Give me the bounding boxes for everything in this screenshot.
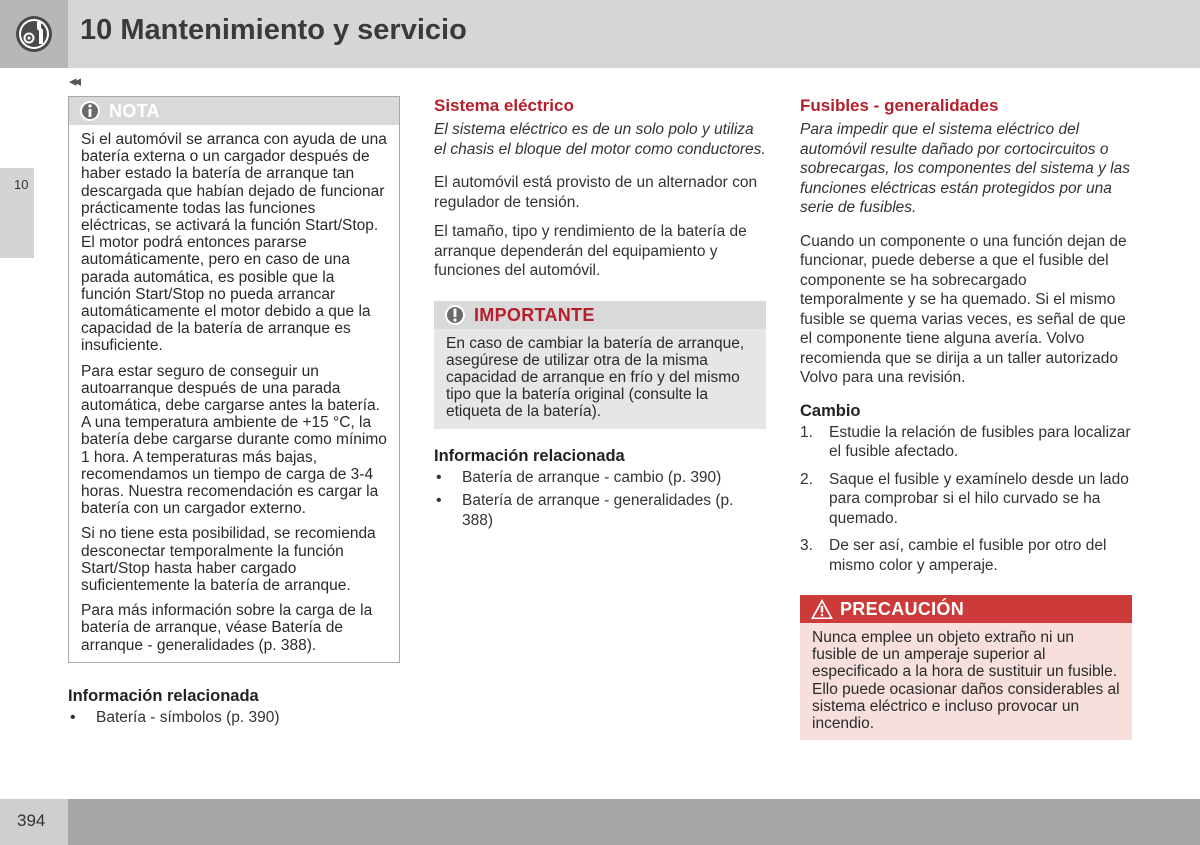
section-heading-fuses: Fusibles - generalidades <box>800 96 999 115</box>
step-text: Estudie la relación de fusibles para localizar el fusible afectado. <box>829 423 1131 460</box>
related-info-link[interactable]: • Batería - símbolos (p. 390) <box>68 708 400 728</box>
note-box-header <box>69 97 399 125</box>
section-paragraph: El tamaño, tipo y rendimiento de la batería de arranque dependerán del equipamiento y funciones del automóvil. <box>434 223 747 279</box>
step-number: 2. <box>800 470 813 488</box>
column-middle <box>434 96 766 534</box>
important-box-label: IMPORTANTE <box>474 304 595 325</box>
step-item <box>800 423 1132 462</box>
section-paragraph: Cuando un componente o una función dejan de funcionar, puede deberse a que el fusible del componente se ha sobrecargado temporalmente y se ha quemado. Si el mismo fusible se quema varias veces, es señal de que el componente tiene alguna avería. Volvo recomienda que se dirija a un taller autorizado Volvo para una revisión. <box>800 232 1127 386</box>
important-box-body <box>434 329 766 429</box>
related-info-list <box>434 468 766 531</box>
caution-box-header <box>800 595 1132 623</box>
note-box-label: NOTA <box>109 101 160 121</box>
step-number: 1. <box>800 423 813 441</box>
header-icon-box <box>0 0 68 68</box>
warning-triangle-icon <box>810 597 834 621</box>
note-paragraph: Si el automóvil se arranca con ayuda de una batería externa o un cargador después de haber estado la batería de arranque tan descargada que habían dejado de funcionar prácticamente todas las funciones eléctricas, se activará la función Start/Stop. El motor podrá entonces pararse automáticamente, pero en caso de una parada automática, es posible que la función Start/Stop no pueda arrancar automáticamente el motor debido a que la capacidad de la batería de arranque es insuficiente. <box>81 131 387 355</box>
replacement-steps <box>800 423 1132 576</box>
caution-box-label: PRECAUCIÓN <box>840 599 965 619</box>
section-lead: Para impedir que el sistema eléctrico del automóvil resulte dañado por cortocircuitos o sobrecargas, los componentes del sistema y las funciones eléctricas están protegidos por una serie de fusibles. <box>800 121 1130 216</box>
step-text: Saque el fusible y examínelo desde un lado para comprobar si el hilo curvado se ha quemado. <box>829 470 1129 527</box>
related-info-heading: Información relacionada <box>68 686 259 705</box>
column-right <box>800 96 1132 740</box>
important-text: En caso de cambiar la batería de arranque, asegúrese de utilizar otra de la misma capacidad de arranque en frío y del mismo tipo que la batería original (consulte la etiqueta de la batería). <box>446 334 745 421</box>
wrench-gear-icon <box>14 14 54 54</box>
section-heading-electrical-system: Sistema eléctrico <box>434 96 574 115</box>
note-paragraph: Si no tiene esta posibilidad, se recomienda desconectar temporalmente la función Start/Stop hasta haber cargado suficientemente la batería de arranque. <box>81 525 376 595</box>
section-lead: El sistema eléctrico es de un solo polo y utiliza el chasis el bloque del motor como conductores. <box>434 121 766 158</box>
related-info-heading: Información relacionada <box>434 446 625 465</box>
important-box <box>434 301 766 429</box>
step-item <box>800 536 1132 575</box>
note-box <box>68 96 400 663</box>
page-footer <box>0 799 1200 845</box>
important-box-header <box>434 301 766 329</box>
exclamation-icon <box>444 304 466 326</box>
note-paragraph: Para estar seguro de conseguir un autoarranque después de una parada automática, debe cargarse antes la batería. A una temperatura ambiente de +15 °C, la batería debe cargarse durante como mínimo 1 hora. A temperaturas más bajas, recomendamos un tiempo de carga de 3-4 horas. Nuestra recomendación es cargar la batería con un cargador externo. <box>81 362 387 518</box>
related-info-link[interactable]: • Batería de arranque - generalidades (p. 388) <box>434 491 766 530</box>
back-navigation-arrows[interactable]: ◂◂ <box>69 73 79 90</box>
chapter-title: 10 Mantenimiento y servicio <box>80 14 467 46</box>
note-box-body <box>69 125 399 662</box>
related-info-list <box>68 708 400 728</box>
caution-box-body <box>800 623 1132 740</box>
column-left <box>68 96 400 731</box>
section-paragraph: El automóvil está provisto de un alternador con regulador de tensión. <box>434 174 758 211</box>
info-icon <box>79 100 101 122</box>
step-item <box>800 470 1132 529</box>
step-text: De ser así, cambie el fusible por otro del mismo color y amperaje. <box>829 537 1107 574</box>
step-number: 3. <box>800 537 813 554</box>
page-number: 394 <box>17 811 46 830</box>
caution-text: Nunca emplee un objeto extraño ni un fusible de un amperaje superior al especificado a la hora de sustituir un fusible. Ello puede ocasionar daños considerables al sistema eléctrico e incluso provocar un incendio. <box>812 629 1120 733</box>
chapter-side-tab-label: 10 <box>14 177 29 192</box>
caution-box <box>800 595 1132 740</box>
note-paragraph: Para más información sobre la carga de la batería de arranque, véase Batería de arranque - generalidades (p. 388). <box>81 602 373 654</box>
subheading-replacement: Cambio <box>800 401 861 420</box>
related-info-link[interactable]: • Batería de arranque - cambio (p. 390) <box>434 468 766 488</box>
